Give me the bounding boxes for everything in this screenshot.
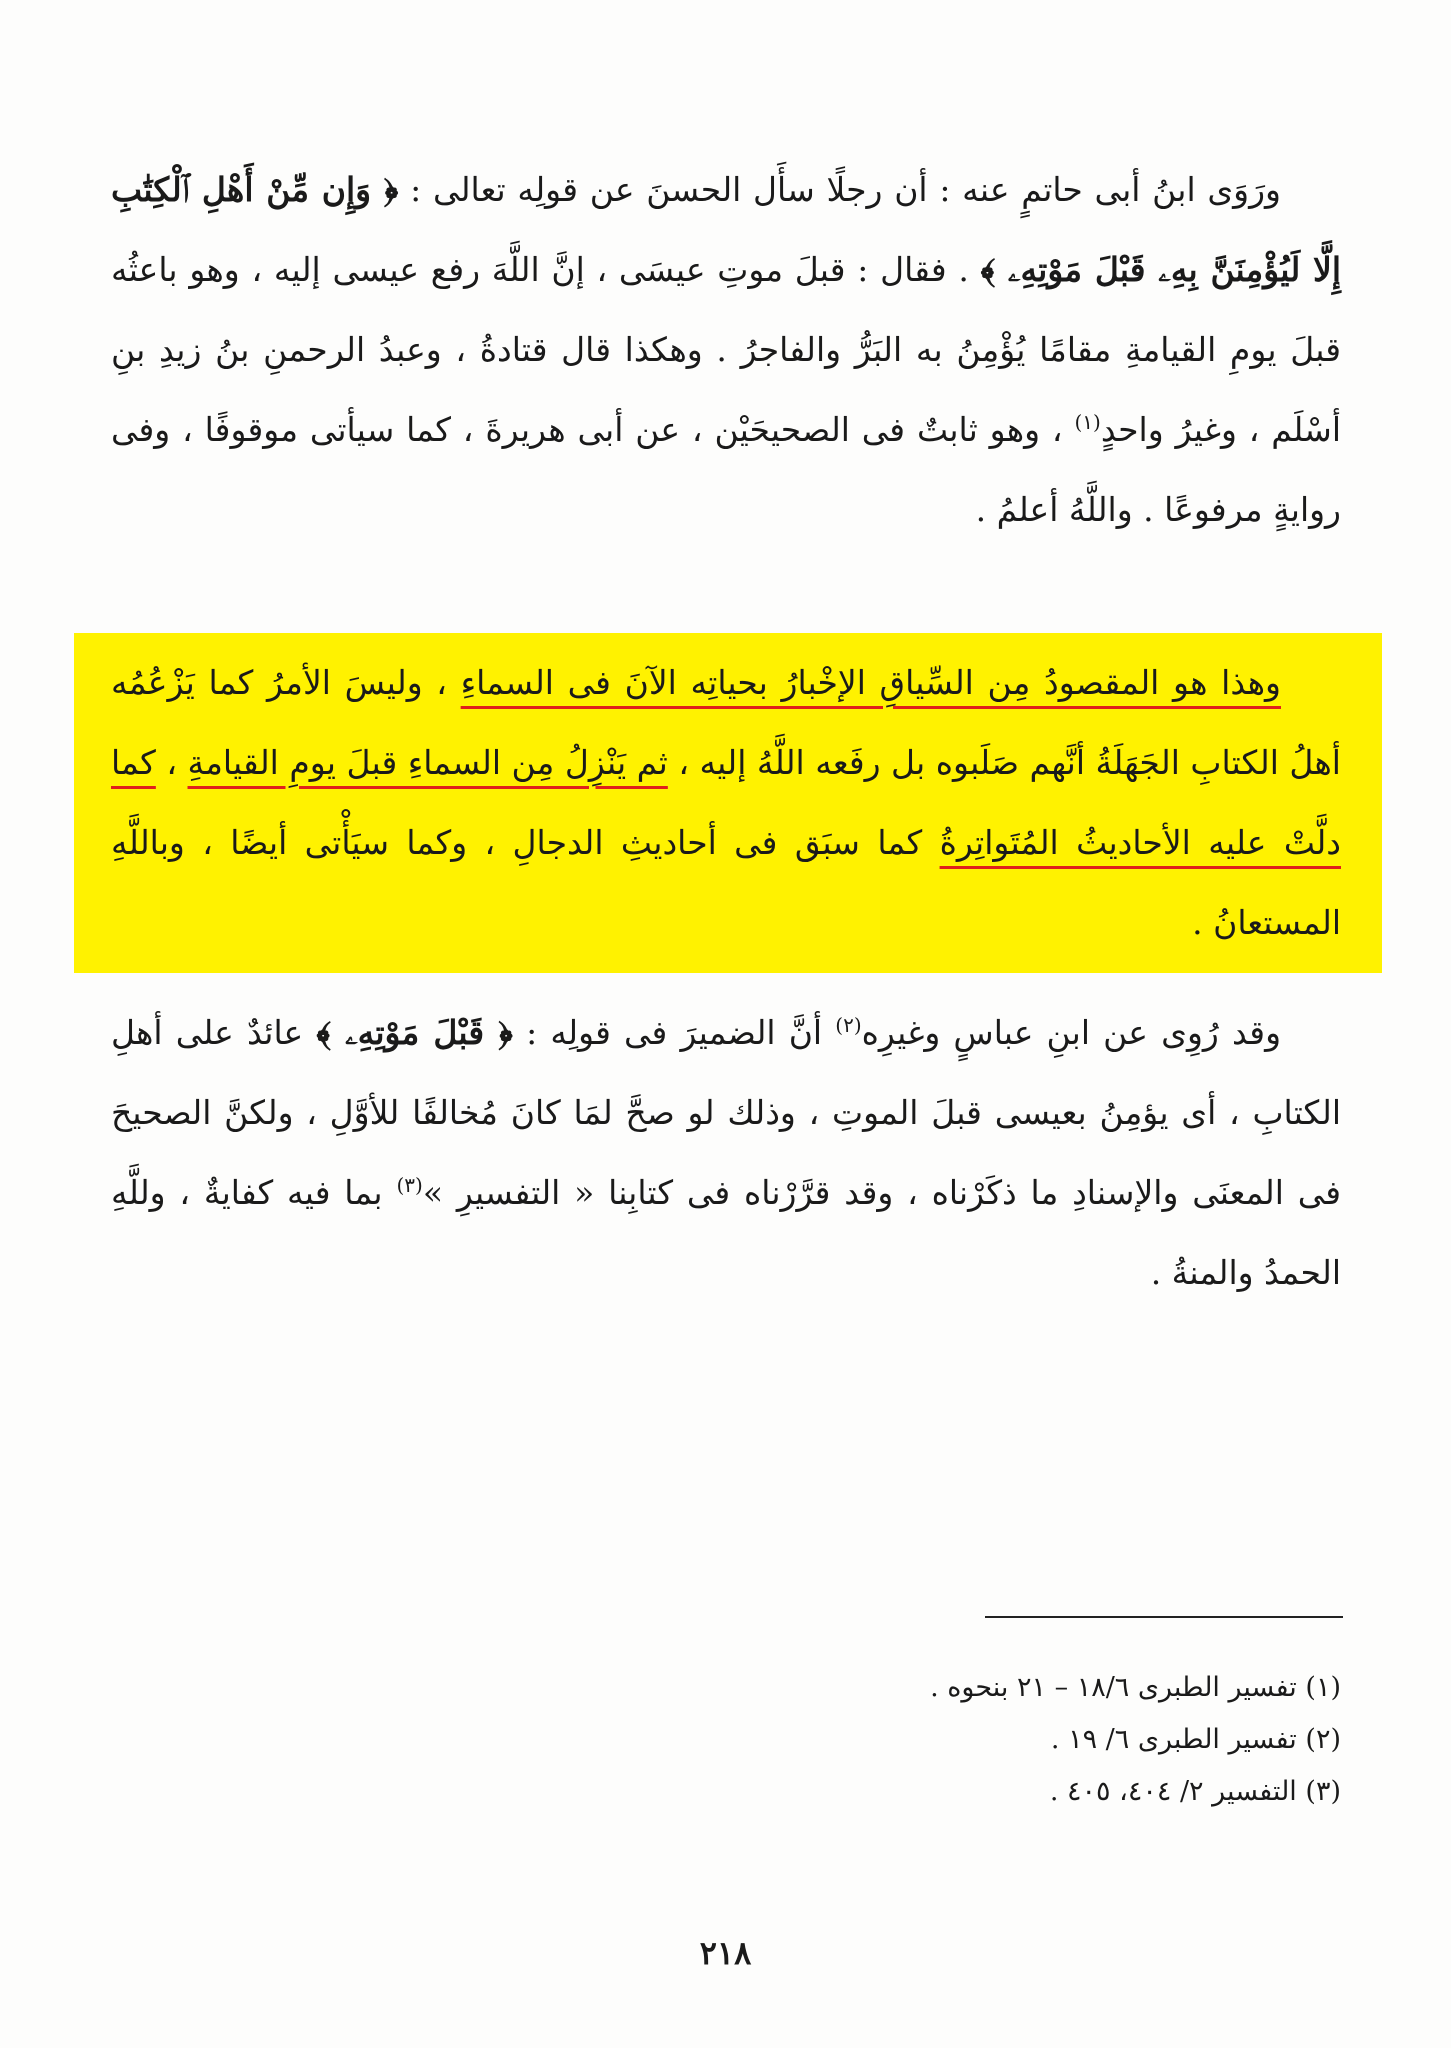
text-span: ورَوَى ابنُ أبى حاتمٍ عنه : أن رجلًا سأَل الحسنَ عن قولِه تعالى : bbox=[398, 170, 1281, 209]
paragraph-3-text bbox=[111, 993, 1341, 1313]
paragraph-1 bbox=[111, 150, 1341, 550]
text-span: وقد رُوِى عن ابنِ عباسٍ وغيرِه bbox=[861, 1013, 1282, 1052]
quran-verse: ﴿ وَإِن مِّنْ أَهْلِ ٱلْكِتَٰبِ إِلَّا لَيُؤْمِنَنَّ بِهِۦ قَبْلَ مَوْتِهِۦ ﴾ bbox=[111, 170, 1341, 289]
text-span: أنَّ الضميرَ فى قولِه : bbox=[512, 1013, 836, 1052]
text-span: بما فيه كفايةٌ ، وللَّهِ الحمدُ والمنةُ . bbox=[111, 1173, 1341, 1292]
text-span: . فقال : قبلَ موتِ عيسَى ، إنَّ اللَّهَ رفع عيسى إليه ، وهو باعثُه قبلَ يومِ القيامةِ مقامًا يُؤْمِنُ به البَرُّ والفاجرُ . وهكذا قال قتادةُ ، وعبدُ الرحمنِ بنُ زيدِ بنِ أسْلَم ، وغيرُ واحدٍ bbox=[111, 250, 1341, 449]
underlined-phrase-2: ثم يَنْزِلُ مِن السماءِ قبلَ يومِ القيامةِ bbox=[187, 743, 668, 782]
footnote-2: (٢) تفسير الطبرى ٦/ ١٩ . bbox=[1050, 1724, 1341, 1755]
text-span: ، bbox=[155, 743, 188, 782]
footnote-separator bbox=[985, 1616, 1343, 1618]
footnote-ref-3: (٣) bbox=[396, 1173, 423, 1197]
paragraph-2-highlighted bbox=[111, 643, 1341, 963]
quran-verse: ﴿ قَبْلَ مَوْتِهِۦ ﴾ bbox=[316, 1013, 513, 1052]
footnote-ref-1: (١) bbox=[1074, 410, 1101, 434]
paragraph-3 bbox=[111, 993, 1341, 1313]
text-span: عائدٌ على أهلِ الكتابِ ، أى يؤمِنُ بعيسى قبلَ الموتِ ، وذلك لو صحَّ لمَا كانَ مُخالفًا للأوَّلِ ، ولكنَّ الصحيحَ فى المعنَى والإسنادِ ما ذكَرْناه ، وقد قرَّرْناه فى كتابِنا « التفسيرِ » bbox=[111, 1013, 1341, 1212]
footnote-1: (١) تفسير الطبرى ١٨/٦ – ٢١ بنحوه . bbox=[930, 1672, 1341, 1703]
underlined-phrase-3: كما دلَّتْ عليه الأحاديثُ المُتَواتِرةُ bbox=[111, 743, 1341, 862]
underlined-phrase-1: وهذا هو المقصودُ مِن السِّياقِ الإخْبارُ بحياتِه الآنَ فى السماءِ bbox=[460, 663, 1281, 702]
paragraph-1-text bbox=[111, 150, 1341, 550]
text-span: ، وليسَ الأمرُ كما يَزْعُمُه أهلُ الكتابِ الجَهَلَةُ أنَّهم صَلَبوه بل رفَعه اللَّهُ إليه ، bbox=[111, 663, 1341, 782]
footnote-3: (٣) التفسير ٢/ ٤٠٤، ٤٠٥ . bbox=[1049, 1776, 1341, 1807]
text-span: كما سبَق فى أحاديثِ الدجالِ ، وكما سيَأْتى أيضًا ، وباللَّهِ المستعانُ . bbox=[111, 823, 1341, 942]
paragraph-2-text bbox=[111, 643, 1341, 963]
footnotes bbox=[111, 1662, 1341, 1818]
footnote-ref-2: (٢) bbox=[835, 1013, 862, 1037]
page-number: ٢١٨ bbox=[699, 1934, 752, 1972]
text-span: ، وهو ثابتٌ فى الصحيحَيْن ، عن أبى هريرةَ ، كما سيأتى موقوفًا ، وفى روايةٍ مرفوعًا . واللَّهُ أعلمُ . bbox=[111, 410, 1341, 529]
